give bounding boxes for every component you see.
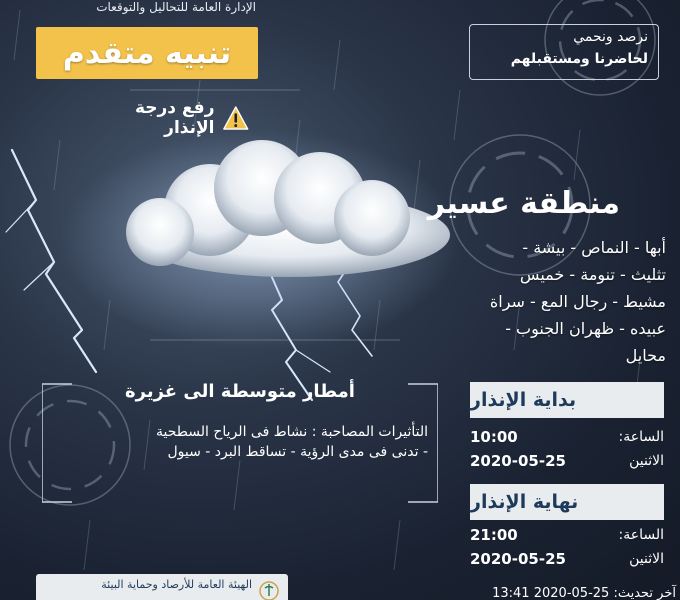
org-emblem-icon <box>258 580 280 600</box>
cities-list <box>426 237 666 372</box>
warning-start-time <box>470 428 664 446</box>
warning-start-title: بداية الإنذار <box>470 389 577 411</box>
effects-line-1: التأثيرات المصاحبة : نشاط فى الرياح السطحية <box>156 424 428 440</box>
warning-end-title: نهاية الإنذار <box>470 491 579 513</box>
warning-end-label <box>470 484 664 520</box>
warning-start-date <box>470 452 664 470</box>
cities-line: أبها - النماص - بيشة - <box>522 238 666 257</box>
effects-line-2: - تدنى فى مدى الرؤية - تساقط البرد - سيول <box>167 444 428 460</box>
start-time-value: 10:00 <box>470 428 518 446</box>
cities-line: عبيده - ظهران الجنوب - <box>505 319 666 338</box>
cities-line: مشيط - رجال المع - سراة <box>489 292 666 311</box>
warning-end-time <box>470 526 664 544</box>
org-logo-box <box>36 574 288 600</box>
phenomenon-title: أمطار متوسطة الى غزيرة <box>125 381 355 402</box>
raise-warning-text: رفع درجة الإنذار <box>134 98 215 138</box>
last-update: آخر تحديث: 25-05-2020 13:41 <box>492 586 676 600</box>
start-day-label: الاثنين <box>629 453 664 469</box>
slogan-line-1: نرصد ونحمي <box>573 29 648 45</box>
phenomenon-panel <box>42 378 438 508</box>
end-time-value: 21:00 <box>470 526 518 544</box>
warning-start-label <box>470 382 664 418</box>
cities-line: تثليث - تنومة - خميس <box>519 265 666 284</box>
effects-text <box>48 422 428 462</box>
end-date-value: 2020-05-25 <box>470 550 566 568</box>
end-time-label: الساعة: <box>618 527 664 543</box>
start-date-value: 2020-05-25 <box>470 452 566 470</box>
agency-title: الإدارة العامة للتحاليل والتوقعات <box>96 0 256 14</box>
alert-level-text: تنبيه متقدم <box>62 35 232 71</box>
org-name: الهيئة العامة للأرصاد وحماية البيئة <box>101 578 252 591</box>
slogan-box <box>469 24 659 80</box>
warning-end-date <box>470 550 664 568</box>
region-name: منطقة عسير <box>427 186 620 221</box>
cities-line: محايل <box>625 346 666 365</box>
slogan-line-2: لحاضرنا ومستقبلهم <box>510 51 648 67</box>
start-time-label: الساعة: <box>618 429 664 445</box>
alert-level-badge <box>36 27 258 79</box>
raise-warning-row <box>90 100 250 136</box>
warning-triangle-icon <box>222 104 250 132</box>
end-day-label: الاثنين <box>629 551 664 567</box>
